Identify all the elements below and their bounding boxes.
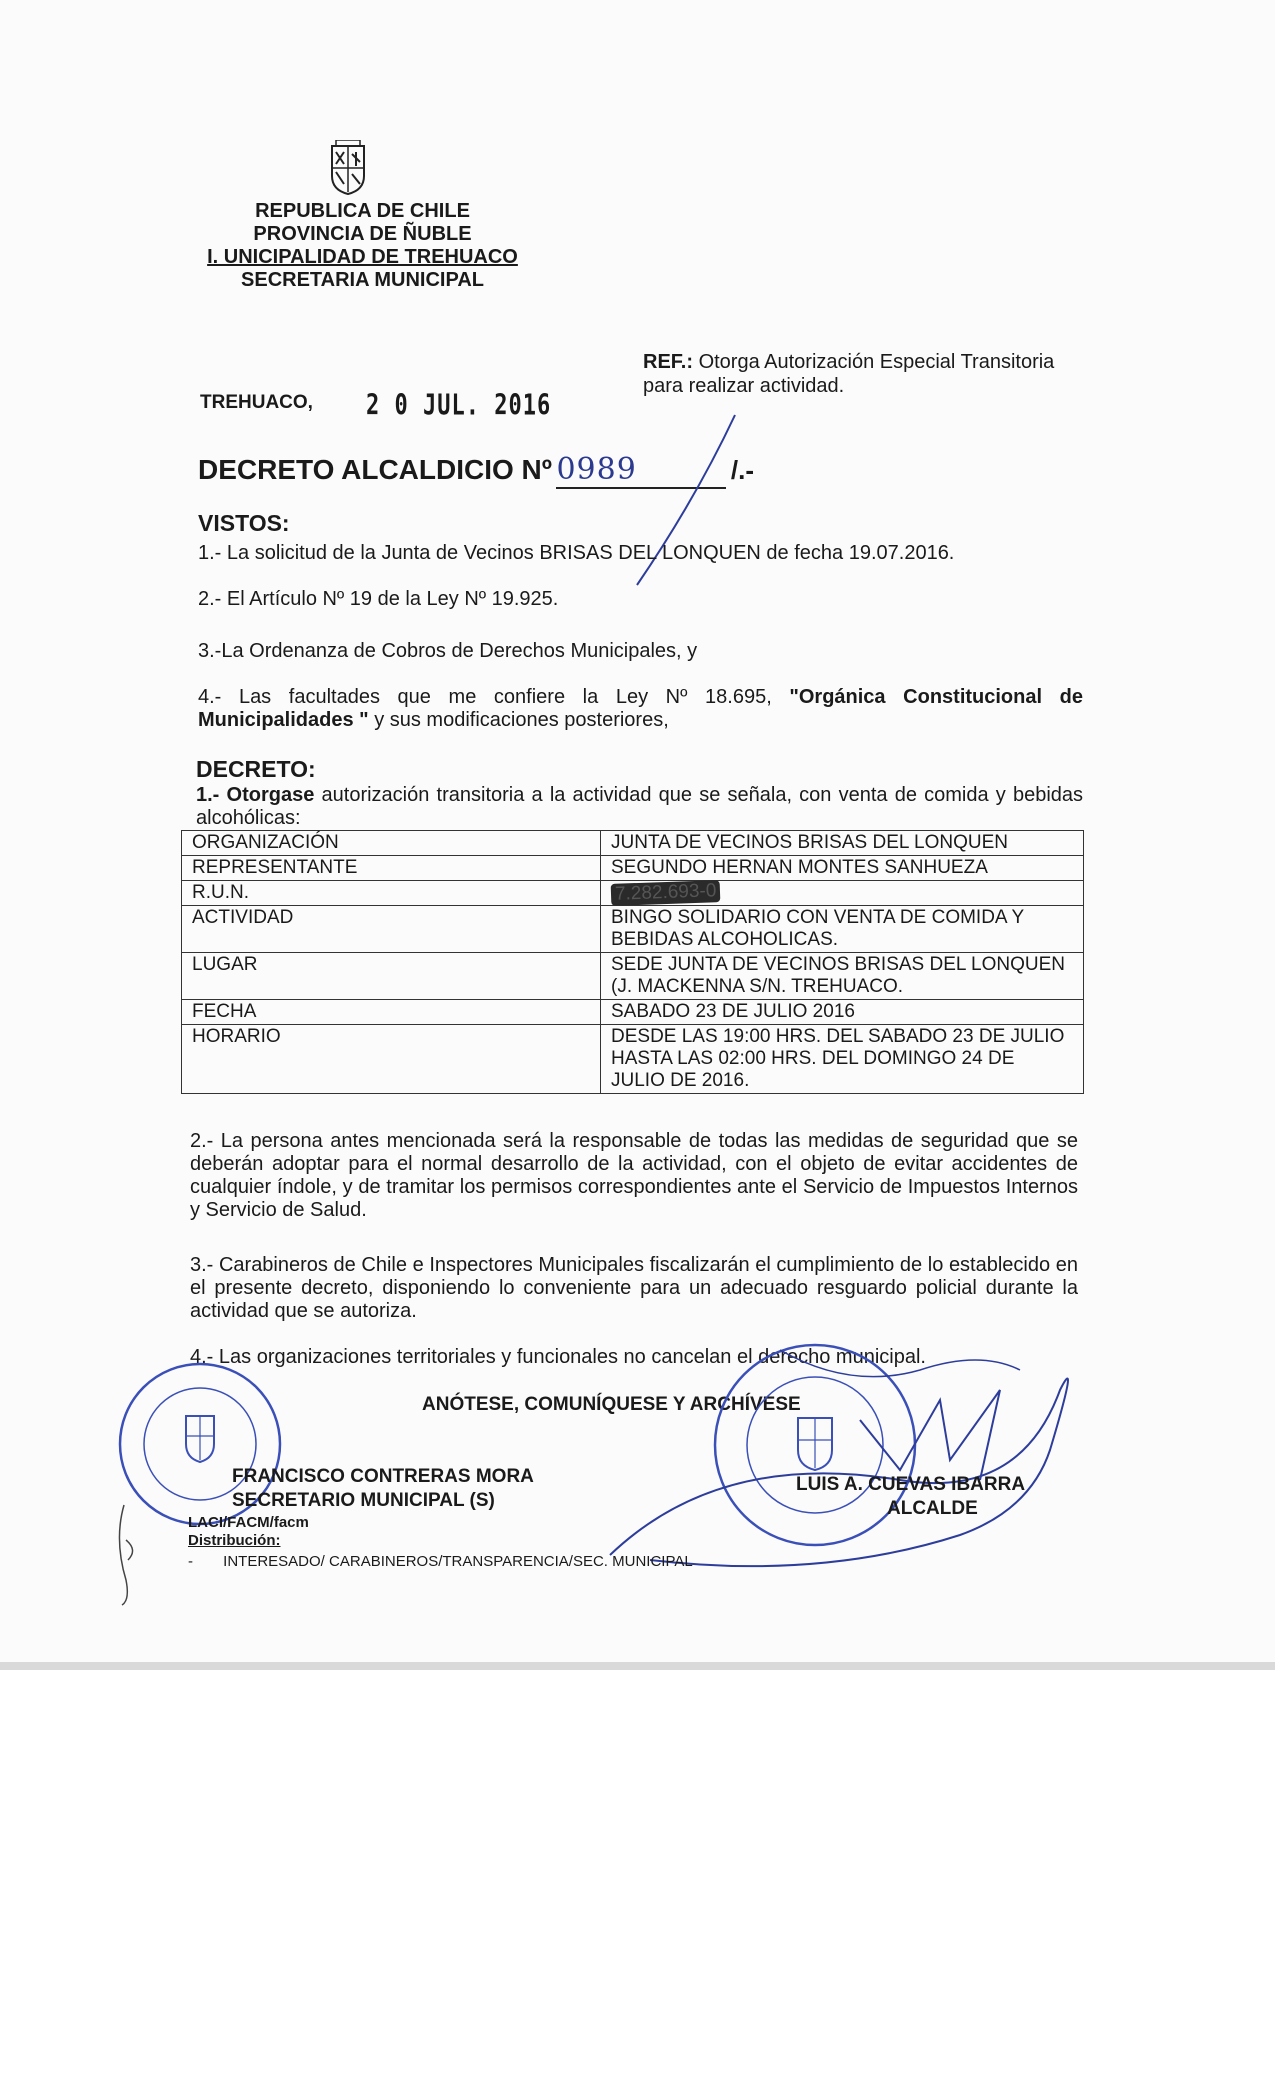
distribution-text: INTERESADO/ CARABINEROS/TRANSPARENCIA/SEC. MUNICIPAL	[223, 1553, 693, 1570]
table-row	[182, 856, 1084, 881]
coat-of-arms-icon	[326, 140, 370, 196]
distribution-list	[188, 1553, 693, 1570]
vistos-item-4-b: "Orgánica Constitucional de Municipalidades "	[198, 686, 1083, 731]
signer-right-name: LUIS A. CUEVAS IBARRA	[796, 1474, 1026, 1495]
header-municipality: I. UNICIPALIDAD DE TREHUACO	[207, 246, 518, 268]
decreto-item-1-text: autorización transitoria a la actividad que se señala, con venta de comida y bebidas alcohólicas:	[196, 784, 1084, 829]
table-value-organization: JUNTA DE VECINOS BRISAS DEL LONQUEN	[601, 831, 1084, 856]
vistos-item-3: 3.-La Ordenanza de Cobros de Derechos Municipales, y	[198, 640, 698, 662]
closing-formula: ANÓTESE, COMUNÍQUESE Y ARCHÍVESE	[422, 1394, 801, 1415]
paragraph-4: 4.- Las organizaciones territoriales y funcionales no cancelan el derecho municipal.	[190, 1346, 926, 1368]
table-value-run-cell	[601, 881, 1084, 906]
header-secretariat: SECRETARIA MUNICIPAL	[241, 269, 484, 291]
table-value-date: SABADO 23 DE JULIO 2016	[601, 1000, 1084, 1025]
header-republic: REPUBLICA DE CHILE	[255, 200, 470, 222]
decree-suffix: /.-	[730, 455, 755, 485]
distribution-bullet: -	[188, 1553, 193, 1570]
vistos-item-4-a: 4.- Las facultades que me confiere la Ley Nº 18.695,	[198, 686, 772, 708]
ref-text-line1: Otorga Autorización Especial Transitoria	[698, 351, 1055, 373]
reference	[643, 350, 1093, 398]
vistos-item-2: 2.- El Artículo Nº 19 de la Ley Nº 19.925.	[198, 588, 559, 610]
vistos-heading: VISTOS:	[198, 510, 290, 536]
header-province: PROVINCIA DE ÑUBLE	[253, 223, 472, 245]
table-label-date: FECHA	[182, 1000, 601, 1025]
decreto-heading: DECRETO:	[196, 756, 316, 782]
decreto-item-1-label: 1.- Otorgase	[196, 784, 315, 806]
table-row	[182, 953, 1084, 1000]
mayor-signature-icon	[600, 1330, 1100, 1580]
signer-left-name: FRANCISCO CONTRERAS MORA	[232, 1466, 534, 1487]
table-label-organization: ORGANIZACIÓN	[182, 831, 601, 856]
secretary-signature-icon	[112, 1500, 152, 1610]
table-value-activity: BINGO SOLIDARIO CON VENTA DE COMIDA Y BEBIDAS ALCOHOLICAS.	[601, 906, 1084, 953]
table-row	[182, 1000, 1084, 1025]
activity-table	[181, 830, 1084, 1094]
vistos-item-4	[198, 686, 1083, 732]
redacted-run: 7.282.693-0	[611, 880, 721, 906]
table-row	[182, 906, 1084, 953]
table-value-schedule: DESDE LAS 19:00 HRS. DEL SABADO 23 DE JULIO HASTA LAS 02:00 HRS. DEL DOMINGO 24 DE JULIO DE 2016.	[601, 1025, 1084, 1094]
initials: LACI/FACM/facm	[188, 1514, 309, 1531]
ref-label: REF.:	[643, 351, 693, 373]
vistos-item-4-c: y sus modificaciones posteriores,	[374, 709, 669, 731]
table-row	[182, 881, 1084, 906]
table-label-place: LUGAR	[182, 953, 601, 1000]
distribution-heading: Distribución:	[188, 1532, 281, 1549]
signer-left-title: SECRETARIO MUNICIPAL (S)	[232, 1490, 495, 1511]
decree-number: 0989	[556, 452, 726, 489]
paragraph-3: 3.- Carabineros de Chile e Inspectores Municipales fiscalizarán el cumplimiento de lo establecido en el presente decreto, disponiendo lo conveniente para un adecuado resguardo policial durante la actividad que se autoriza.	[190, 1254, 1078, 1322]
place: TREHUACO,	[200, 392, 313, 413]
ref-text-line2: para realizar actividad.	[643, 375, 845, 397]
table-row	[182, 1025, 1084, 1094]
table-row	[182, 831, 1084, 856]
table-value-representative: SEGUNDO HERNAN MONTES SANHUEZA	[601, 856, 1084, 881]
date-stamp: 2 0 JUL. 2016	[366, 390, 552, 423]
letterhead	[200, 200, 525, 292]
signer-right-title: ALCALDE	[887, 1498, 978, 1519]
table-label-run: R.U.N.	[182, 881, 601, 906]
table-label-representative: REPRESENTANTE	[182, 856, 601, 881]
vistos-item-1: 1.- La solicitud de la Junta de Vecinos BRISAS DEL LONQUEN de fecha 19.07.2016.	[198, 542, 955, 564]
paragraph-2: 2.- La persona antes mencionada será la responsable de todas las medidas de seguridad que se deberán adoptar para el normal desarrollo de la actividad, con el objeto de evitar accidentes de cualquier índole, y de tramitar los permisos correspondientes ante el Servicio de Impuestos Internos y Servicio de Salud.	[190, 1130, 1078, 1221]
table-label-schedule: HORARIO	[182, 1025, 601, 1094]
decree-title: DECRETO ALCALDICIO Nº	[198, 454, 553, 485]
table-label-activity: ACTIVIDAD	[182, 906, 601, 953]
page-edge	[0, 1662, 1275, 1670]
decreto-item-1	[196, 784, 1083, 830]
table-value-place: SEDE JUNTA DE VECINOS BRISAS DEL LONQUEN (J. MACKENNA S/N. TREHUACO.	[601, 953, 1084, 1000]
